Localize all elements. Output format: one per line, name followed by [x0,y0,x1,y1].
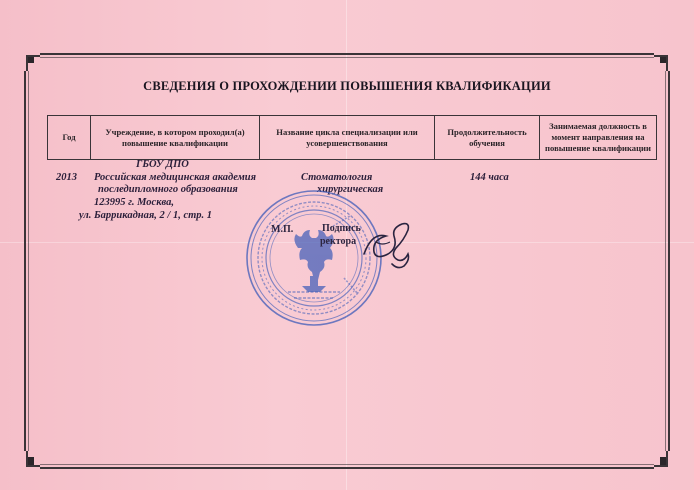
frame-corner-icon [26,451,40,465]
header-course: Название цикла специализации или усовершенствования [260,116,435,160]
entry-duration: 144 часа [470,172,509,183]
table-header-row [48,116,657,160]
institution-line: последипломного образования [98,184,238,195]
header-position: Занимаемая должность в момент направления на повышение квалификации [540,116,657,160]
institution-line: ГБОУ ДПО [136,159,189,170]
signature-label-line: Подпись [322,223,361,234]
institution-line: Российская медицинская академия [94,172,257,183]
institution-line: ул. Баррикадная, 2 / 1, стр. 1 [79,210,213,221]
course-line: хирургическая [317,184,384,195]
qualification-table [47,115,657,160]
signature-label-line: ректора [320,236,357,247]
document-title: СВЕДЕНИЯ О ПРОХОЖДЕНИИ ПОВЫШЕНИЯ КВАЛИФИКАЦИИ [143,79,551,93]
header-duration: Продолжительность обучения [435,116,540,160]
header-year: Год [48,116,91,160]
rector-signature-icon [356,214,416,276]
stamp-place-label: М.П. [271,224,294,235]
entry-year: 2013 [56,172,77,183]
institution-line: 123995 г. Москва, [94,197,175,208]
frame-corner-icon [26,55,40,69]
header-institution: Учреждение, в котором проходил(а) повышение квалификации [91,116,260,160]
course-line: Стоматология [301,172,373,183]
